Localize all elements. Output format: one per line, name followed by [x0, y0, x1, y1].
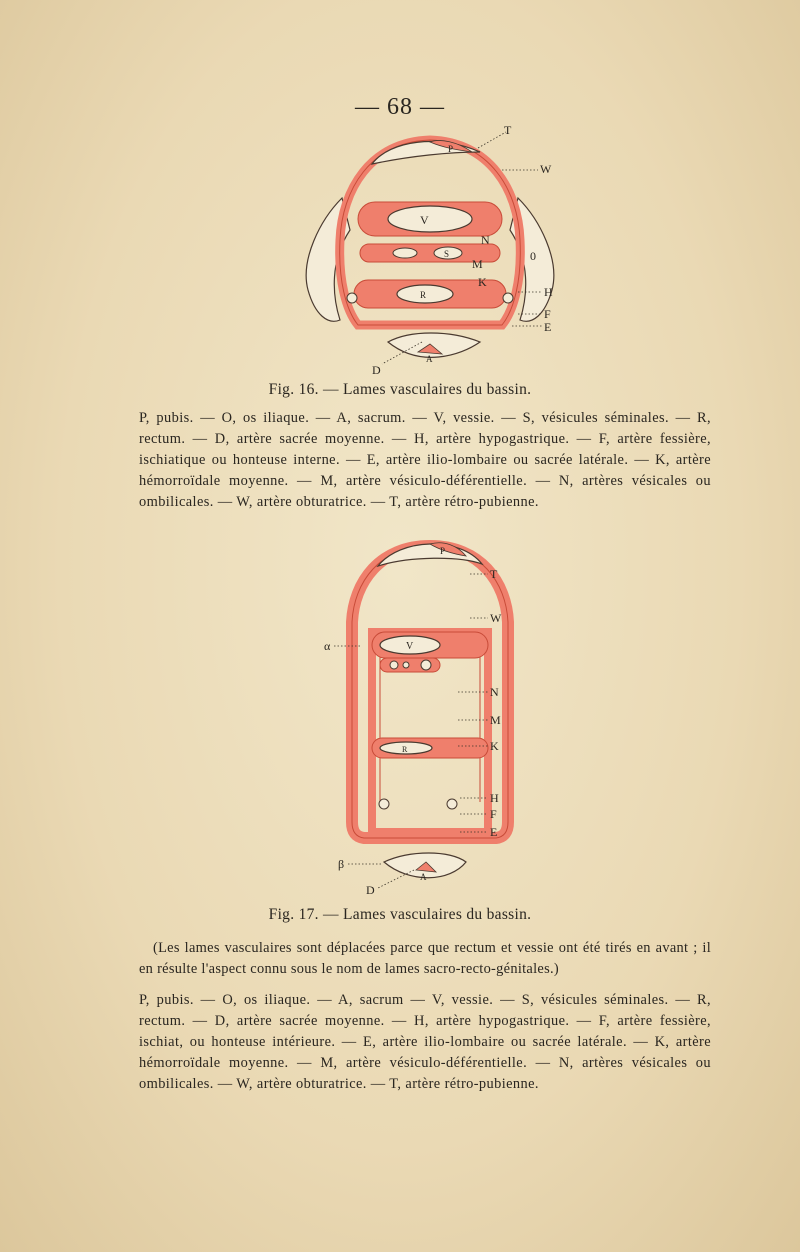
- figure-17-legend: P, pubis. — O, os iliaque. — A, sacrum — V, vessie. — S, vésicules séminales. — R, rectum. — D, artère sacrée moyenne. — H, artère hypogastrique. — F, artère fessière, ischiat, ou honteuse intérieure. — E, artère ilio-lombaire ou sacrée latérale. — K, artère hémorroïdale moyenne. — M, artère vésiculo-déférentielle. — N, artères vésicales ou ombilicales. — W, artère obturatrice. — T, artère rétro-pubienne.: [139, 992, 711, 1092]
- figure-16-caption: Fig. 16. — Lames vasculaires du bassin.: [268, 381, 532, 398]
- fig16-label-K: K: [478, 275, 487, 289]
- fig16-label-M: M: [472, 257, 483, 271]
- figure-16-legend: P, pubis. — O, os iliaque. — A, sacrum. — V, vessie. — S, vésicules séminales. — R, rectum. — D, artère sacrée moyenne. — H, artère hypogastrique. — F, artère fessière, ischiatique ou honteuse interne. — E, artère ilio-lombaire ou sacrée latérale. — K, artère hémorroïdale moyenne. — M, artère vésiculo-déférentielle. — N, artères vésicales ou ombilicales. — W, artère obturatrice. — T, artère rétro-pubienne.: [139, 410, 711, 510]
- seminal-vesicle-left: [393, 248, 417, 258]
- fig16-label-W: W: [540, 162, 552, 176]
- figure-17-illustration: [320, 532, 540, 902]
- fig17-label-H: H: [490, 791, 499, 805]
- fig16-label-F: F: [544, 307, 551, 321]
- fig17-label-alpha: α: [324, 639, 331, 653]
- fig16-label-A: A: [426, 354, 433, 364]
- page-number: — 68 —: [355, 94, 445, 120]
- fig16-label-P: P: [448, 144, 454, 154]
- fig17-label-beta: β: [338, 857, 345, 871]
- hypogastric-node-right: [503, 293, 513, 303]
- fig16-label-O: 0: [530, 249, 536, 263]
- fig17-label-P: P: [440, 546, 446, 556]
- fig16-label-R: R: [420, 290, 427, 300]
- fig17-label-F: F: [490, 807, 497, 821]
- fig17-label-W: W: [490, 611, 502, 625]
- bladder: [388, 206, 472, 232]
- fig16-label-E: E: [544, 320, 552, 334]
- fig17-label-A: A: [420, 872, 427, 882]
- fig16-label-T: T: [504, 123, 512, 137]
- fig17-label-M: M: [490, 713, 501, 727]
- fig16-label-S: S: [444, 249, 450, 259]
- figure-17-caption: Fig. 17. — Lames vasculaires du bassin.: [268, 906, 532, 923]
- fig16-label-H: H: [544, 285, 553, 299]
- hypogastric-node-left: [379, 799, 389, 809]
- hypogastric-node-left: [347, 293, 357, 303]
- hypogastric-node-right: [447, 799, 457, 809]
- fig17-label-R: R: [402, 745, 408, 754]
- seminal-vesicle: [390, 661, 398, 669]
- fig17-label-N: N: [490, 685, 499, 699]
- fig17-label-V: V: [406, 641, 414, 652]
- fig16-label-N: N: [481, 233, 490, 247]
- fig16-label-D: D: [372, 363, 381, 377]
- fig16-label-V: V: [420, 213, 429, 227]
- fig17-label-K: K: [490, 739, 499, 753]
- fig17-label-D: D: [366, 883, 375, 897]
- figure-16-illustration: [280, 120, 580, 380]
- fig17-label-T: T: [490, 567, 498, 581]
- figure-17-note: (Les lames vasculaires sont déplacées parce que rectum et vessie ont été tirés en avant ; il en résulte l'aspect connu sous le nom de lames sacro-recto-génitales.): [139, 940, 711, 977]
- fig17-label-E: E: [490, 825, 498, 839]
